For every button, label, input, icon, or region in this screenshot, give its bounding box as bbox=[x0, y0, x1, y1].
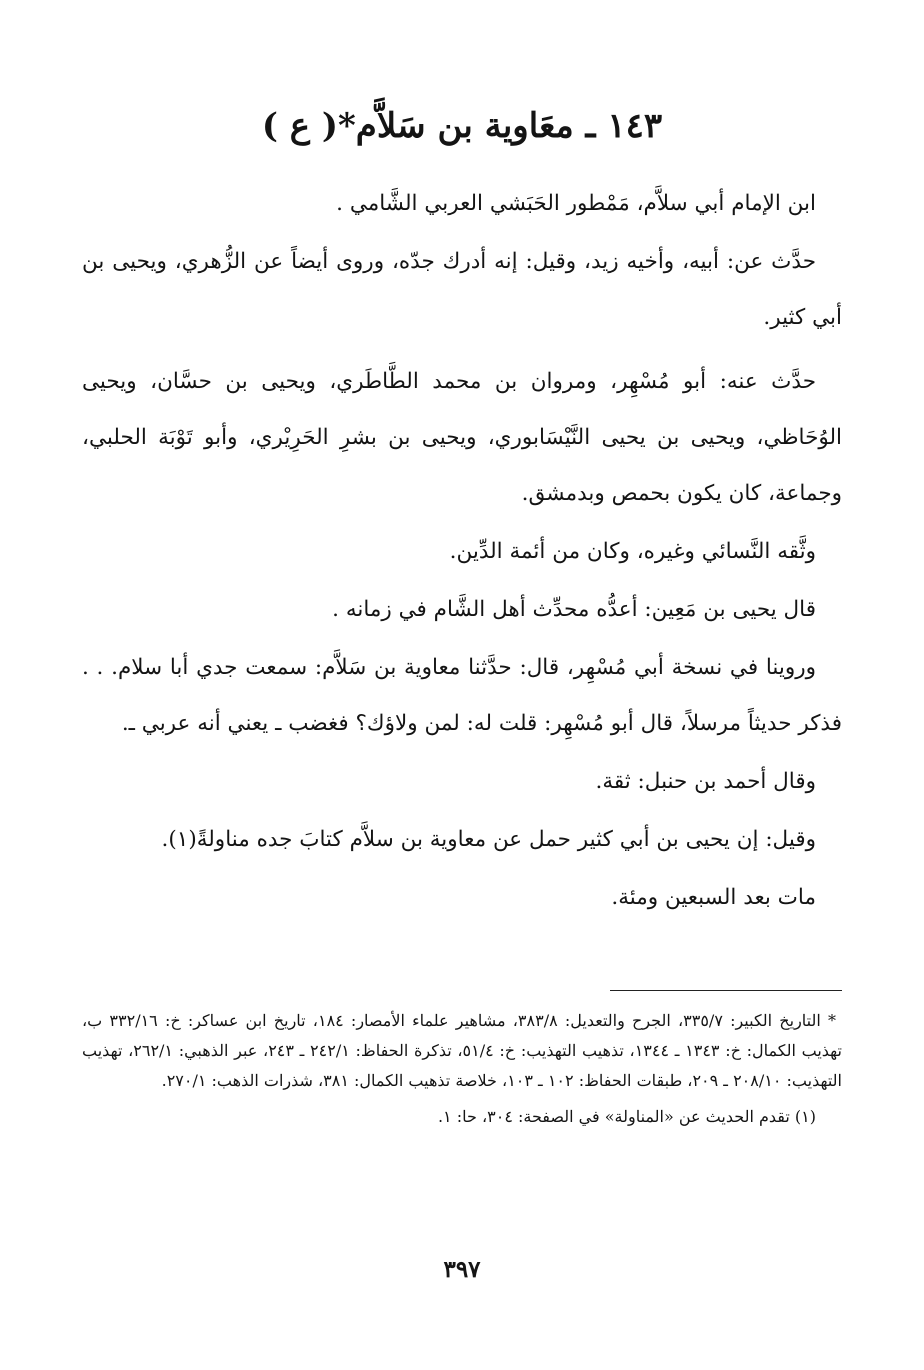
paragraph-munawala: وقيل: إن يحيى بن أبي كثير حمل عن معاوية بن سلاَّم كتابَ جده مناولةً(١). bbox=[161, 827, 816, 852]
footnote-1: (١) تقدم الحديث عن «المناولة» في الصفحة: ٣٠٤، حا: ١. bbox=[437, 1107, 816, 1126]
footnote-divider bbox=[610, 990, 842, 991]
paragraph-lineage: ابن الإمام أبي سلاَّم، مَمْطور الحَبَشي العربي الشَّامي . bbox=[336, 191, 816, 216]
entry-body bbox=[82, 176, 842, 926]
paragraph-death: مات بعد السبعين ومئة. bbox=[611, 885, 816, 910]
footnotes bbox=[82, 1006, 842, 1132]
paragraph-students: حدَّث عنه: أبو مُسْهِر، ومروان بن محمد الطَّاطَري، ويحيى بن حسَّان، ويحيى الوُحَاظي، ويحيى بن يحيى النَّيْسَابوري، ويحيى بن بشرِ الحَرِيْري، وأبو تَوْبَة الحلبي، وجماعة، كان يكون بحمص وبدمشق. bbox=[82, 369, 842, 506]
paragraph-ibn-maeen: قال يحيى بن مَعِين: أعدُّه محدِّث أهل الشَّام في زمانه . bbox=[332, 597, 816, 622]
paragraph-teachers: حدَّث عن: أبيه، وأخيه زيد، وقيل: إنه أدرك جدّه، وروى أيضاً عن الزُّهري، ويحيى بن أبي كثير. bbox=[82, 249, 842, 330]
footnote-sources: * التاريخ الكبير: ٣٣٥/٧، الجرح والتعديل: ٣٨٣/٨، مشاهير علماء الأمصار: ١٨٤، تاريخ ابن عساكر: خ: ٣٣٢/١٦ ب، تهذيب الكمال: خ: ١٣٤٣ ـ ١٣٤٤، تذهيب التهذيب: خ: ٥١/٤، تذكرة الحفاظ: ٢٤٢/١ ـ ٢٤٣، عبر الذهبي: ٢٦٢/١، تهذيب التهذيب: ٢٠٨/١٠ ـ ٢٠٩، طبقات الحفاظ: ١٠٢ ـ ١٠٣، خلاصة تذهيب الكمال: ٣٨١، شذرات الذهب: ٢٧٠/١. bbox=[82, 1011, 843, 1090]
page-number: ٣٩٧ bbox=[443, 1256, 481, 1283]
entry-title: ١٤٣ ـ معَاوية بن سَلاَّم*( ع ) bbox=[261, 106, 663, 146]
paragraph-narration: وروينا في نسخة أبي مُسْهِر، قال: حدَّثنا معاوية بن سَلاَّم: سمعت جدي أبا سلام. . . فذكر حديثاً مرسلاً، قال أبو مُسْهِر: قلت له: لمن ولاؤك؟ فغضب ـ يعني أنه عربي ـ. bbox=[82, 655, 842, 736]
paragraph-trust: وثَّقه النَّسائي وغيره، وكان من أئمة الدِّين. bbox=[449, 539, 816, 564]
paragraph-ahmad: وقال أحمد بن حنبل: ثقة. bbox=[595, 769, 816, 794]
